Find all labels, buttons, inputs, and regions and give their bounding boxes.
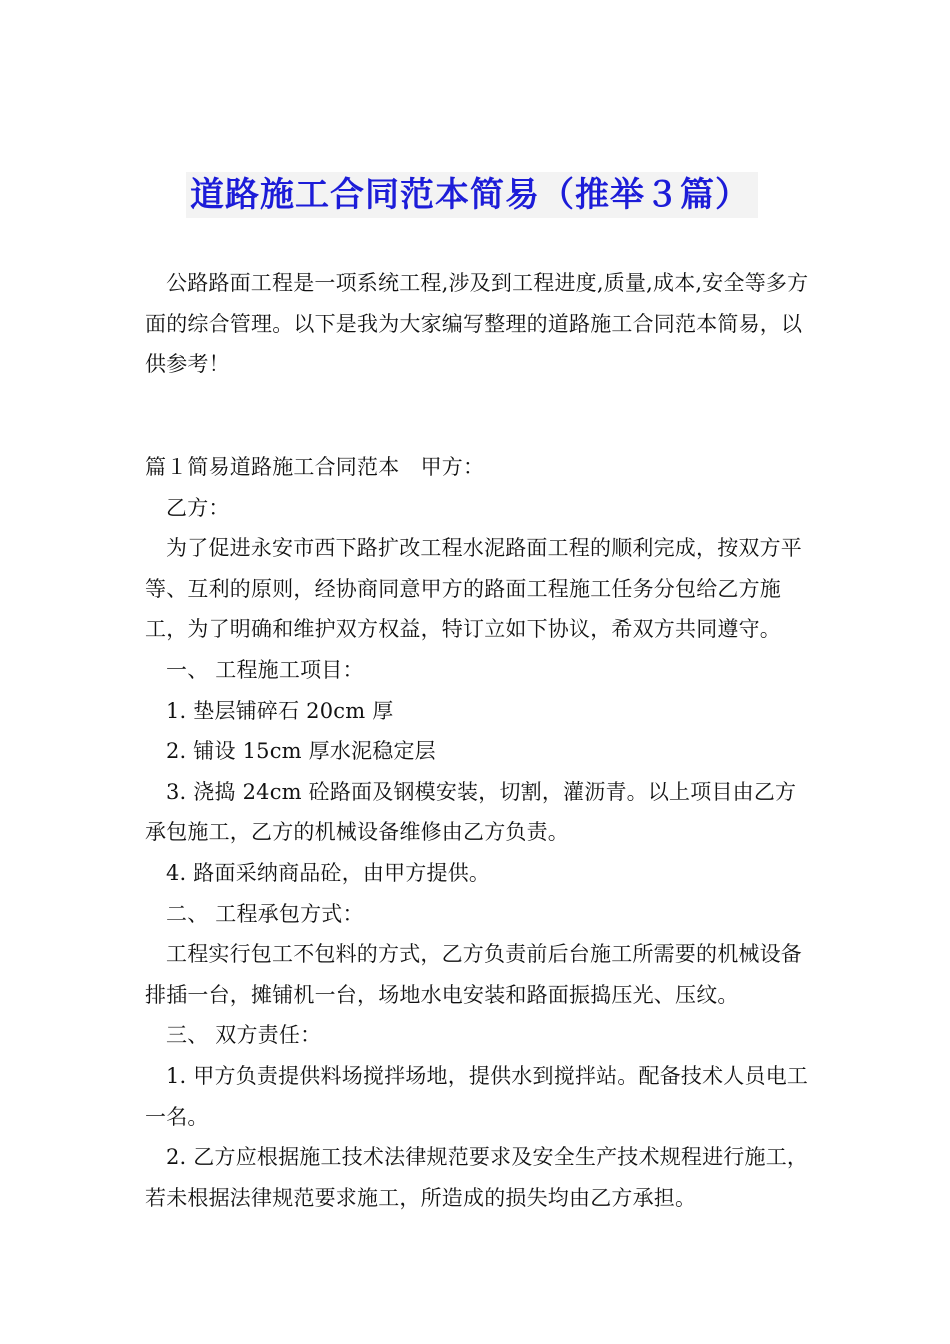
list-item: 2. 铺设 15cm 厚水泥稳定层: [166, 739, 436, 764]
list-item: 1. 垫层铺碎石 20cm 厚: [166, 698, 394, 723]
preamble-paragraph: 为了促进永安市西下路扩改工程水泥路面工程的顺利完成，按双方平等、互利的原则，经协商同意甲方的路面工程施工任务分包给乙方施工，为了明确和维护双方权益，特订立如下协议，希双方共同遵守。: [145, 536, 802, 642]
list-item: 3. 浇捣 24cm 砼路面及钢模安装，切割，灌沥青。以上项目由乙方承包施工，乙方的机械设备维修由乙方负责。: [145, 779, 797, 845]
intro-section: [145, 263, 810, 385]
section-heading: 一、 工程施工项目：: [166, 657, 364, 682]
section-heading: 二、 工程承包方式：: [166, 901, 364, 926]
list-item: 4. 路面采纳商品砼，由甲方提供。: [166, 860, 491, 885]
intro-paragraph: 公路路面工程是一项系统工程,涉及到工程进度,质量,成本,安全等多方面的综合管理。以下是我为大家编写整理的道路施工合同范本简易，以供参考！: [145, 271, 809, 377]
title-container: [0, 172, 950, 218]
contract-heading-line: 篇１简易道路施工合同范本 甲方：: [145, 455, 485, 479]
body-paragraph: 工程实行包工不包料的方式，乙方负责前后台施工所需要的机械设备排插一台，摊铺机一台，场地水电安装和路面振捣压光、压纹。: [145, 942, 802, 1007]
list-item: 2. 乙方应根据施工技术法律规范要求及安全生产技术规程进行施工，若未根据法律规范要求施工，所造成的损失均由乙方承担。: [145, 1145, 809, 1210]
list-item: 1. 甲方负责提供料场搅拌场地，提供水到搅拌站。配备技术人员电工一名。: [145, 1063, 809, 1129]
document-title: 道路施工合同范本简易（推举３篇）: [186, 172, 758, 218]
section-heading: 三、 双方责任：: [166, 1023, 322, 1048]
party-b-line: 乙方：: [166, 495, 230, 520]
contract-body: [145, 447, 810, 1218]
